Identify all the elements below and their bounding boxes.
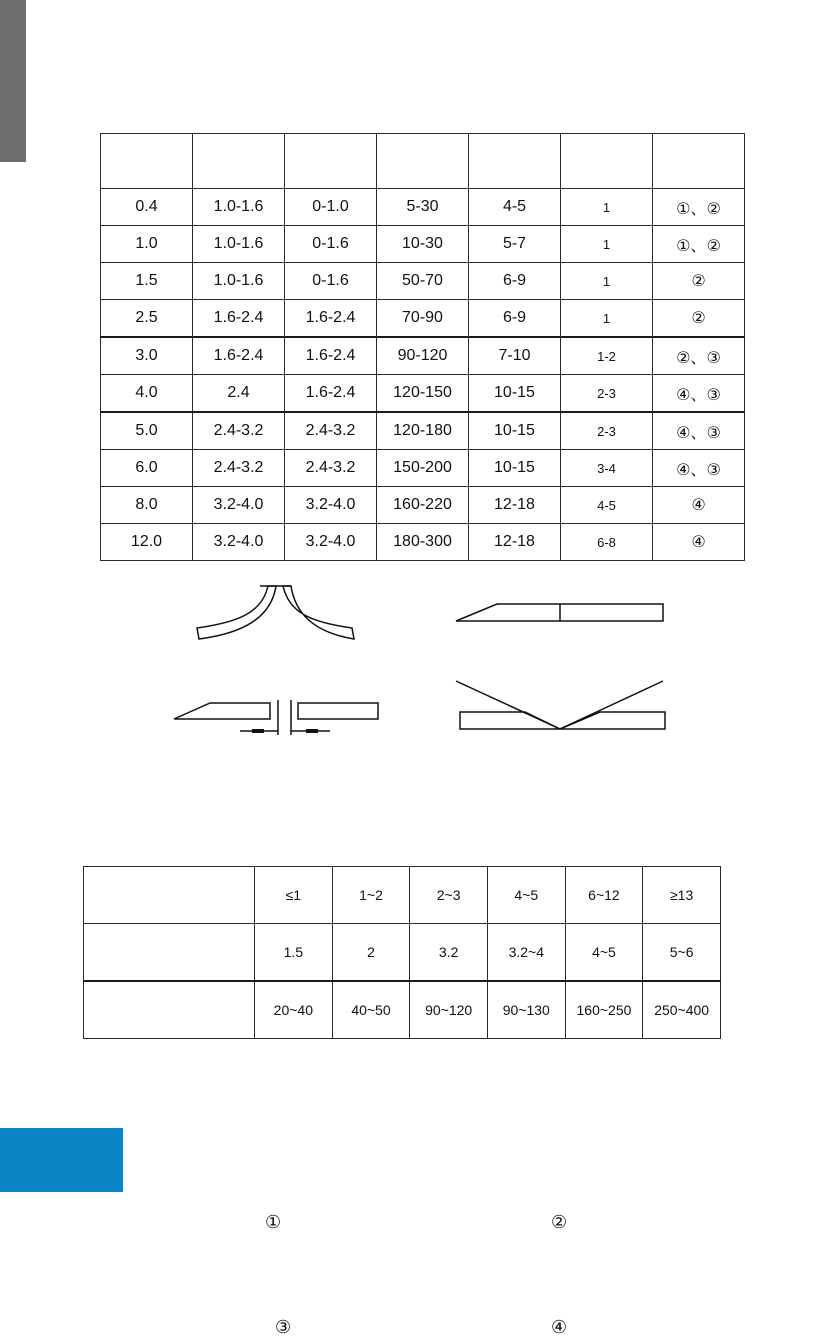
table-cell: 4-5	[561, 487, 653, 524]
header-cell	[101, 134, 193, 189]
table-row	[101, 487, 745, 524]
table-cell: 2.4	[193, 375, 285, 413]
table-cell: ①、②	[653, 226, 745, 263]
table-cell: ≥13	[643, 867, 721, 924]
v-groove-joint-shape	[456, 681, 665, 729]
table-cell: 5.0	[101, 412, 193, 450]
table-cell: 10-15	[469, 412, 561, 450]
table-cell: 1.6-2.4	[193, 300, 285, 338]
table-cell: 6-9	[469, 263, 561, 300]
table-cell: 1	[561, 263, 653, 300]
table-cell: 1-2	[561, 337, 653, 375]
table-cell: ④	[653, 487, 745, 524]
table-cell: ②	[653, 263, 745, 300]
header-cell	[653, 134, 745, 189]
table-cell: 10-15	[469, 375, 561, 413]
table-cell: 20~40	[255, 981, 333, 1039]
row-label	[84, 867, 255, 924]
table-row	[101, 189, 745, 226]
table-cell: ①、②	[653, 189, 745, 226]
table-cell: 250~400	[643, 981, 721, 1039]
table-row	[84, 924, 721, 982]
table-cell: 4~5	[565, 924, 643, 982]
table-row	[101, 337, 745, 375]
table-cell: 1.6-2.4	[285, 300, 377, 338]
table-cell: 4-5	[469, 189, 561, 226]
row-label	[84, 924, 255, 982]
table-cell: 120-150	[377, 375, 469, 413]
table-cell: 3.2~4	[487, 924, 565, 982]
table-cell: 3.2-4.0	[285, 487, 377, 524]
table-cell: 2-3	[561, 375, 653, 413]
table-cell: 2-3	[561, 412, 653, 450]
table-cell: 1~2	[332, 867, 410, 924]
table-cell: 1.5	[255, 924, 333, 982]
table-header-row	[101, 134, 745, 189]
table-cell: 3-4	[561, 450, 653, 487]
table-cell: ≤1	[255, 867, 333, 924]
gap-markers	[252, 729, 318, 733]
table-cell: 3.2-4.0	[285, 524, 377, 561]
table-cell: 8.0	[101, 487, 193, 524]
table-row	[101, 524, 745, 561]
table-cell: 1.6-2.4	[285, 337, 377, 375]
table-cell: 1	[561, 189, 653, 226]
table-cell: 1.6-2.4	[285, 375, 377, 413]
table-cell: 150-200	[377, 450, 469, 487]
table-row	[101, 375, 745, 413]
table-cell: 3.2-4.0	[193, 487, 285, 524]
corner-block	[0, 1128, 123, 1192]
butt-joint-shape	[456, 604, 663, 621]
diagram-caption: ④	[551, 1317, 568, 1338]
row-label	[84, 981, 255, 1039]
welding-parameters-table	[100, 133, 745, 561]
table-cell: 7-10	[469, 337, 561, 375]
diagram-caption: ①	[265, 1212, 282, 1233]
table-cell: 5-7	[469, 226, 561, 263]
table-cell: 1	[561, 300, 653, 338]
header-cell	[469, 134, 561, 189]
table-cell: 2.5	[101, 300, 193, 338]
header-cell	[377, 134, 469, 189]
table-cell: 0.4	[101, 189, 193, 226]
gap-joint-shape	[174, 700, 378, 735]
table-cell: 12.0	[101, 524, 193, 561]
table-cell: 10-15	[469, 450, 561, 487]
table-cell: 6~12	[565, 867, 643, 924]
table-cell: 2.4-3.2	[285, 412, 377, 450]
table-cell: 3.2	[410, 924, 488, 982]
table-cell: 1	[561, 226, 653, 263]
table-cell: ④、③	[653, 412, 745, 450]
joint-diagrams-svg	[0, 570, 840, 770]
table-cell: 1.0-1.6	[193, 189, 285, 226]
table-row	[101, 226, 745, 263]
table-cell: ④、③	[653, 450, 745, 487]
table-cell: 5-30	[377, 189, 469, 226]
table-cell: 6-8	[561, 524, 653, 561]
table-cell: 0-1.6	[285, 263, 377, 300]
table-cell: 2.4-3.2	[193, 450, 285, 487]
table-cell: 1.0-1.6	[193, 226, 285, 263]
table-cell: 90~130	[487, 981, 565, 1039]
table-cell: ②、③	[653, 337, 745, 375]
header-cell	[193, 134, 285, 189]
table-cell: 2	[332, 924, 410, 982]
table-row	[101, 450, 745, 487]
table-cell: 1.0-1.6	[193, 263, 285, 300]
side-tab	[0, 0, 26, 162]
table-cell: 40~50	[332, 981, 410, 1039]
table-cell: 50-70	[377, 263, 469, 300]
table-cell: 0-1.0	[285, 189, 377, 226]
diagram-caption: ②	[551, 1212, 568, 1233]
table-cell: 12-18	[469, 487, 561, 524]
table-cell: 2.4-3.2	[285, 450, 377, 487]
table-cell: 160~250	[565, 981, 643, 1039]
thickness-current-table	[83, 866, 721, 1039]
table-cell: ②	[653, 300, 745, 338]
table-row	[101, 300, 745, 338]
table-cell: 70-90	[377, 300, 469, 338]
table-cell: 6-9	[469, 300, 561, 338]
table-cell: 0-1.6	[285, 226, 377, 263]
table-cell: 160-220	[377, 487, 469, 524]
diagram-caption: ③	[275, 1317, 292, 1338]
table-cell: 180-300	[377, 524, 469, 561]
table-cell: 1.6-2.4	[193, 337, 285, 375]
table-row	[101, 263, 745, 300]
header-cell	[561, 134, 653, 189]
table-cell: 10-30	[377, 226, 469, 263]
table-row	[84, 867, 721, 924]
table-cell: ④、③	[653, 375, 745, 413]
table-cell: 12-18	[469, 524, 561, 561]
table-cell: 5~6	[643, 924, 721, 982]
header-cell	[285, 134, 377, 189]
table-cell: 4.0	[101, 375, 193, 413]
table-cell: 120-180	[377, 412, 469, 450]
table-cell: 1.0	[101, 226, 193, 263]
table-cell: ④	[653, 524, 745, 561]
table-cell: 90~120	[410, 981, 488, 1039]
table-cell: 6.0	[101, 450, 193, 487]
table-row	[84, 981, 721, 1039]
table-cell: 2.4-3.2	[193, 412, 285, 450]
table-cell: 3.2-4.0	[193, 524, 285, 561]
table-cell: 1.5	[101, 263, 193, 300]
table-cell: 4~5	[487, 867, 565, 924]
flanged-joint-shape	[197, 586, 354, 639]
table-cell: 90-120	[377, 337, 469, 375]
table-cell: 3.0	[101, 337, 193, 375]
table-cell: 2~3	[410, 867, 488, 924]
table-row	[101, 412, 745, 450]
